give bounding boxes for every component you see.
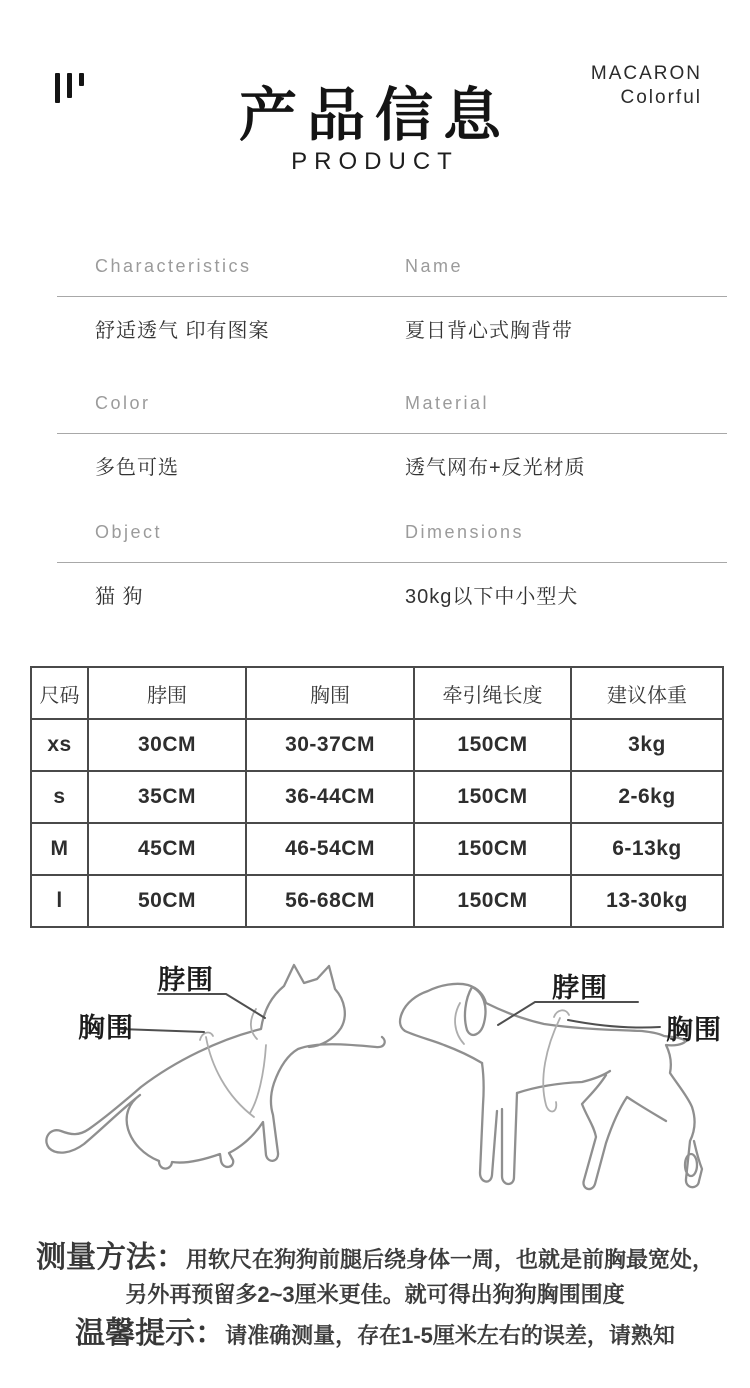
spec-row-color-material <box>57 387 727 483</box>
cell: xs <box>31 719 88 771</box>
divider <box>57 562 727 563</box>
cell: 36-44CM <box>246 771 414 823</box>
table-row <box>31 771 723 823</box>
col-header: 尺码 <box>31 667 88 719</box>
spec-label: Color <box>95 393 151 413</box>
col-header: 牵引绳长度 <box>414 667 571 719</box>
spec-row-characteristics-name <box>57 250 727 346</box>
page-title: 产品信息 <box>238 83 511 148</box>
cell: 150CM <box>414 719 571 771</box>
table-row <box>31 875 723 927</box>
cell: M <box>31 823 88 875</box>
spec-value: 30kg以下中小型犬 <box>405 586 579 608</box>
brand-tagline: Colorful <box>620 87 702 108</box>
brand-name: MACARON <box>590 63 702 84</box>
measure-method-label: 测量方法： <box>35 1241 186 1274</box>
cat-neck-label: 脖围 <box>158 965 214 995</box>
spec-value: 舒适透气 印有图案 <box>95 320 270 342</box>
measure-method-line1: 测量方法：用软尺在狗狗前腿后绕身体一周，也就是前胸最宽处， <box>35 1241 714 1274</box>
cell: l <box>31 875 88 927</box>
spec-value: 猫 狗 <box>95 586 144 608</box>
dog-chest-label: 胸围 <box>666 1015 722 1045</box>
cell: 45CM <box>88 823 246 875</box>
dog-leader-lines <box>498 1002 660 1028</box>
size-table-header-row <box>31 667 723 719</box>
col-header: 建议体重 <box>571 667 723 719</box>
cell: s <box>31 771 88 823</box>
cell: 46-54CM <box>246 823 414 875</box>
spec-label: Object <box>95 522 163 542</box>
table-row <box>31 823 723 875</box>
spec-label: Material <box>405 393 490 413</box>
cell: 13-30kg <box>571 875 723 927</box>
warm-tip-label: 温馨提示： <box>75 1317 226 1350</box>
cell: 6-13kg <box>571 823 723 875</box>
divider <box>57 296 727 297</box>
spec-label: Name <box>405 256 464 276</box>
warm-tip-line: 温馨提示：请准确测量，存在1-5厘米左右的误差，请熟知 <box>75 1317 675 1350</box>
spec-label: Dimensions <box>405 522 525 542</box>
cell: 150CM <box>414 771 571 823</box>
spec-row-object-dimensions <box>57 516 727 612</box>
cat-leader-lines <box>120 994 265 1032</box>
cell: 56-68CM <box>246 875 414 927</box>
measure-method-line2: 另外再预留多2~3厘米更佳。就可得出狗狗胸围围度 <box>125 1282 625 1307</box>
divider <box>57 433 727 434</box>
col-header: 胸围 <box>246 667 414 719</box>
cell: 150CM <box>414 875 571 927</box>
cell: 35CM <box>88 771 246 823</box>
cell: 30-37CM <box>246 719 414 771</box>
col-header: 脖围 <box>88 667 246 719</box>
cell: 150CM <box>414 823 571 875</box>
spec-label: Characteristics <box>95 256 252 276</box>
dog-neck-label: 脖围 <box>552 973 608 1003</box>
spec-value: 多色可选 <box>95 457 179 479</box>
spec-value: 透气网布+反光材质 <box>405 457 586 479</box>
cell: 30CM <box>88 719 246 771</box>
cell: 2-6kg <box>571 771 723 823</box>
spec-value: 夏日背心式胸背带 <box>405 320 573 342</box>
table-row <box>31 719 723 771</box>
cell: 3kg <box>571 719 723 771</box>
cat-chest-label: 胸围 <box>78 1013 134 1043</box>
size-table <box>30 666 724 928</box>
brand-block <box>591 62 702 110</box>
page-subtitle: PRODUCT <box>291 148 459 175</box>
cell: 50CM <box>88 875 246 927</box>
